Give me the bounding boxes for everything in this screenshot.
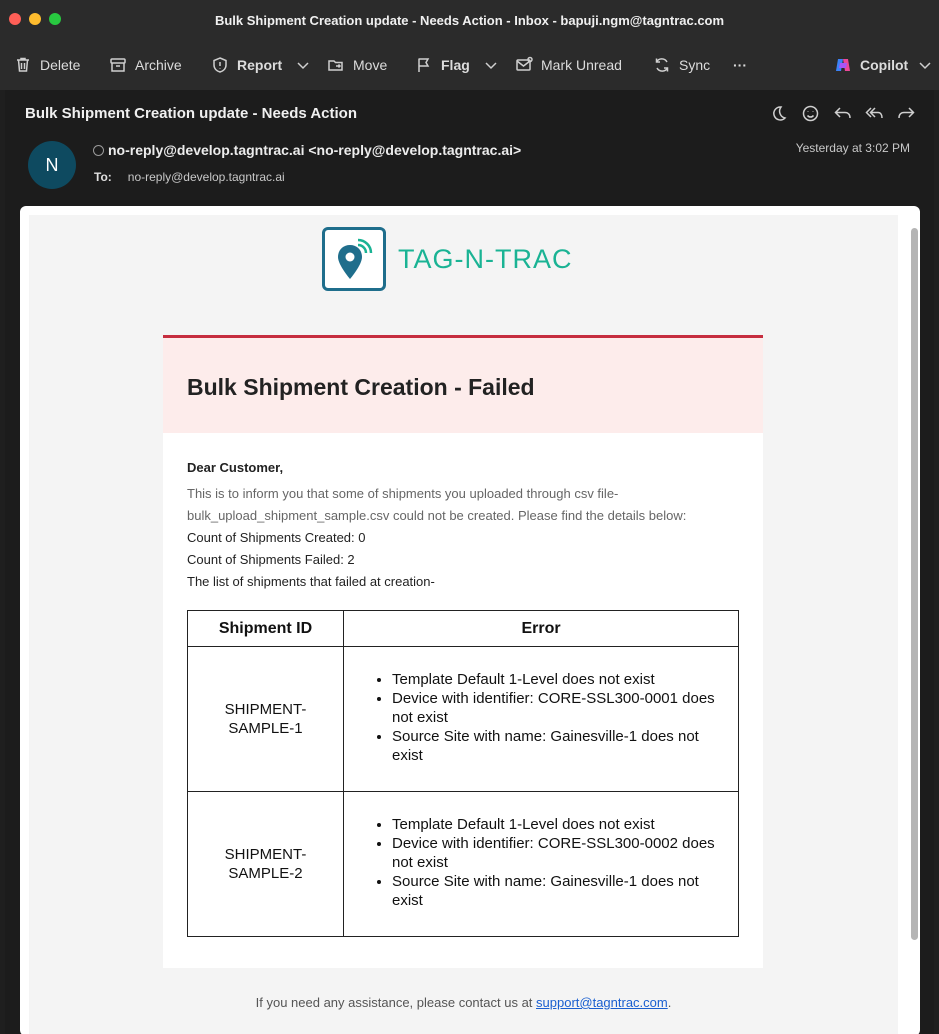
window-title: Bulk Shipment Creation update - Needs Action - Inbox - bapuji.ngm@tagntrac.com xyxy=(214,12,725,28)
email-body xyxy=(20,206,920,1034)
support-email-link[interactable]: support@tagntrac.com xyxy=(536,995,668,1010)
message-date: Yesterday at 3:02 PM xyxy=(795,141,910,155)
title-bar xyxy=(0,0,939,40)
archive-button[interactable] xyxy=(109,40,182,90)
trash-icon xyxy=(14,56,32,74)
move-folder-icon xyxy=(327,56,345,74)
mark-unread-button[interactable] xyxy=(515,40,622,90)
footer-end: . xyxy=(667,995,672,1010)
move-label: Move xyxy=(353,57,388,73)
report-button[interactable] xyxy=(211,40,310,90)
list-item: • Source Site with name: Gainesville-1 does not exist xyxy=(392,872,726,910)
archive-icon xyxy=(109,56,127,74)
shield-icon xyxy=(211,56,229,74)
column-header-shipment-id: Shipment ID xyxy=(188,611,344,647)
sender[interactable] xyxy=(93,142,521,158)
reply-all-icon[interactable] xyxy=(865,104,884,123)
reading-pane xyxy=(5,90,934,1034)
notice-title: Bulk Shipment Creation - Failed xyxy=(187,374,535,400)
forward-icon[interactable] xyxy=(897,104,916,123)
zoom-window-button[interactable] xyxy=(49,13,61,25)
list-item: • Device with identifier: CORE-SSL300-0002 does not exist xyxy=(392,834,726,872)
shipment-id-cell: SHIPMENT-SAMPLE-1 xyxy=(188,647,344,792)
chevron-down-icon[interactable] xyxy=(296,58,310,72)
more-icon: ··· xyxy=(733,57,747,73)
table-row xyxy=(188,647,739,792)
copilot-icon xyxy=(834,56,852,74)
sync-icon xyxy=(653,56,671,74)
report-label: Report xyxy=(237,57,283,73)
sender-address: no-reply@develop.tagntrac.ai <no-reply@develop.tagntrac.ai> xyxy=(108,142,522,158)
chevron-down-icon[interactable] xyxy=(484,58,498,72)
window-controls xyxy=(9,13,61,25)
list-item: • Template Default 1-Level does not exist xyxy=(392,670,726,689)
copilot-button[interactable] xyxy=(834,40,932,90)
flag-button[interactable] xyxy=(415,40,498,90)
error-cell xyxy=(344,792,739,937)
error-list xyxy=(356,815,726,910)
brand-logo xyxy=(322,227,572,291)
recipient-row xyxy=(94,170,285,184)
recipient-address[interactable]: no-reply@develop.tagntrac.ai xyxy=(127,170,285,184)
copilot-label: Copilot xyxy=(860,57,909,73)
delete-button[interactable] xyxy=(14,40,80,90)
delete-label: Delete xyxy=(40,57,81,73)
failed-shipments-table xyxy=(187,610,739,937)
archive-label: Archive xyxy=(135,57,182,73)
notice-card xyxy=(163,335,763,968)
mark-unread-label: Mark Unread xyxy=(541,57,622,73)
moon-icon[interactable] xyxy=(769,104,788,123)
emoji-icon[interactable] xyxy=(801,104,820,123)
count-created: Count of Shipments Created: 0 xyxy=(187,530,366,545)
table-row xyxy=(188,792,739,937)
sync-button[interactable] xyxy=(653,40,710,90)
support-footer xyxy=(29,995,898,1010)
list-intro: The list of shipments that failed at creation- xyxy=(187,574,435,589)
brand-name: TAG-N-TRAC xyxy=(398,243,573,274)
error-cell xyxy=(344,647,739,792)
sync-label: Sync xyxy=(679,57,711,73)
list-item: • Template Default 1-Level does not exist xyxy=(392,815,726,834)
move-button[interactable] xyxy=(327,40,387,90)
notice-body xyxy=(163,433,763,593)
close-window-button[interactable] xyxy=(9,13,21,25)
scrollbar[interactable] xyxy=(911,228,918,940)
intro-line-2: bulk_upload_shipment_sample.csv could not be created. Please find the details below: xyxy=(187,508,687,523)
to-label: To: xyxy=(94,170,112,184)
avatar[interactable]: N xyxy=(28,141,76,189)
notice-header xyxy=(163,335,763,433)
message-subject: Bulk Shipment Creation update - Needs Action xyxy=(25,105,357,122)
greeting: Dear Customer, xyxy=(187,460,284,475)
intro-line-1: This is to inform you that some of shipments you uploaded through csv file- xyxy=(187,486,619,501)
count-failed: Count of Shipments Failed: 2 xyxy=(187,552,355,567)
reply-icon[interactable] xyxy=(833,104,852,123)
footer-text: If you need any assistance, please contact us at xyxy=(255,995,537,1010)
email-content xyxy=(29,215,898,1034)
shipment-id-cell: SHIPMENT-SAMPLE-2 xyxy=(188,792,344,937)
more-actions-button[interactable] xyxy=(733,40,747,90)
minimize-window-button[interactable] xyxy=(29,13,41,25)
location-pin-icon xyxy=(322,227,386,291)
presence-icon xyxy=(93,145,104,156)
column-header-error: Error xyxy=(344,611,739,647)
list-item: • Source Site with name: Gainesville-1 does not exist xyxy=(392,727,726,765)
error-list xyxy=(356,670,726,765)
toolbar xyxy=(0,40,939,90)
chevron-down-icon[interactable] xyxy=(918,58,932,72)
list-item: • Device with identifier: CORE-SSL300-0001 does not exist xyxy=(392,689,726,727)
flag-icon xyxy=(415,56,433,74)
flag-label: Flag xyxy=(441,57,470,73)
message-actions xyxy=(769,104,916,123)
envelope-icon xyxy=(515,56,533,74)
table-header-row xyxy=(188,611,739,647)
